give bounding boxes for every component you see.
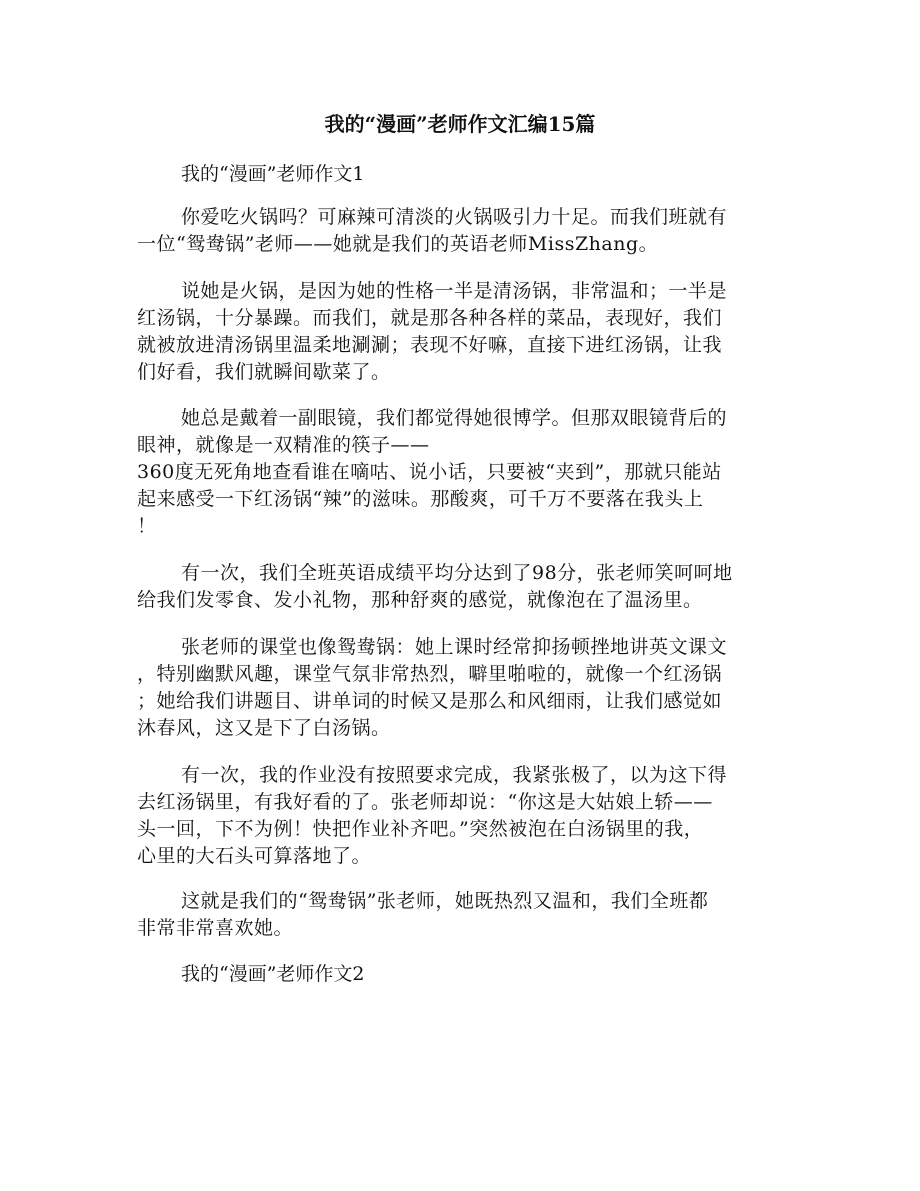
text-line: 们好看，我们就瞬间歇菜了。: [137, 361, 391, 383]
text-line: ；她给我们讲题目、讲单词的时候又是那么和风细雨，让我们感觉如: [137, 690, 723, 712]
text-line: 沐春风，这又是下了白汤锅。: [137, 717, 391, 739]
essay-1-paragraph-1: [137, 204, 783, 258]
text-line: 去红汤锅里，有我好看的了。张老师却说：“你这是大姑娘上轿——: [137, 791, 713, 813]
text-line: 非常非常喜欢她。: [137, 917, 294, 939]
essay-1-paragraph-2: [137, 278, 783, 386]
text-line: 一位“鸳鸯锅”老师——她就是我们的英语老师MissZhang。: [137, 233, 659, 255]
text-line: 她总是戴着一副眼镜，我们都觉得她很博学。但那双眼镜背后的: [181, 407, 728, 429]
text-line: 起来感受一下红汤锅“辣”的滋味。那酸爽，可千万不要落在我头上: [137, 488, 704, 510]
text-line: 给我们发零食、发小礼物，那种舒爽的感觉，就像泡在了温汤里。: [137, 589, 703, 611]
essay-1-heading: 我的“漫画”老师作文1: [181, 163, 365, 185]
text-line: 眼神，就像是一双精准的筷子——: [137, 434, 430, 456]
essay-2-heading: 我的“漫画”老师作文2: [181, 963, 365, 985]
document-title: 我的“漫画”老师作文汇编15篇: [324, 112, 596, 136]
text-line: 张老师的课堂也像鸳鸯锅：她上课时经常抑扬顿挫地讲英文课文: [181, 636, 728, 658]
essay-1-paragraph-6: [137, 762, 783, 870]
text-line: 360度无死角地查看谁在嘀咕、说小话，只要被“夹到”，那就只能站: [137, 461, 722, 483]
text-line: 你爱吃火锅吗？可麻辣可清淡的火锅吸引力十足。而我们班就有: [181, 206, 728, 228]
text-line: 有一次，我的作业没有按照要求完成，我紧张极了，以为这下得: [181, 764, 728, 786]
essay-1-paragraph-4: [137, 560, 783, 614]
text-line: ！: [137, 515, 157, 537]
text-line: 这就是我们的“鸳鸯锅”张老师，她既热烈又温和，我们全班都: [181, 890, 709, 912]
text-line: 说她是火锅，是因为她的性格一半是清汤锅，非常温和；一半是: [181, 280, 728, 302]
text-line: 红汤锅，十分暴躁。而我们，就是那各种各样的菜品，表现好，我们: [137, 307, 723, 329]
text-line: 头一回，下不为例！快把作业补齐吧。”突然被泡在白汤锅里的我，: [137, 818, 704, 840]
essay-1-paragraph-5: [137, 634, 783, 742]
text-line: 就被放进清汤锅里温柔地涮涮；表现不好嘛，直接下进红汤锅，让我: [137, 334, 723, 356]
essay-1-paragraph-7: [137, 888, 783, 942]
text-line: 有一次，我们全班英语成绩平均分达到了98分，张老师笑呵呵地: [181, 562, 733, 584]
text-line: ，特别幽默风趣，课堂气氛非常热烈，噼里啪啦的，就像一个红汤锅: [137, 663, 723, 685]
text-line: 心里的大石头可算落地了。: [137, 845, 372, 867]
essay-1-paragraph-3: [137, 405, 783, 540]
